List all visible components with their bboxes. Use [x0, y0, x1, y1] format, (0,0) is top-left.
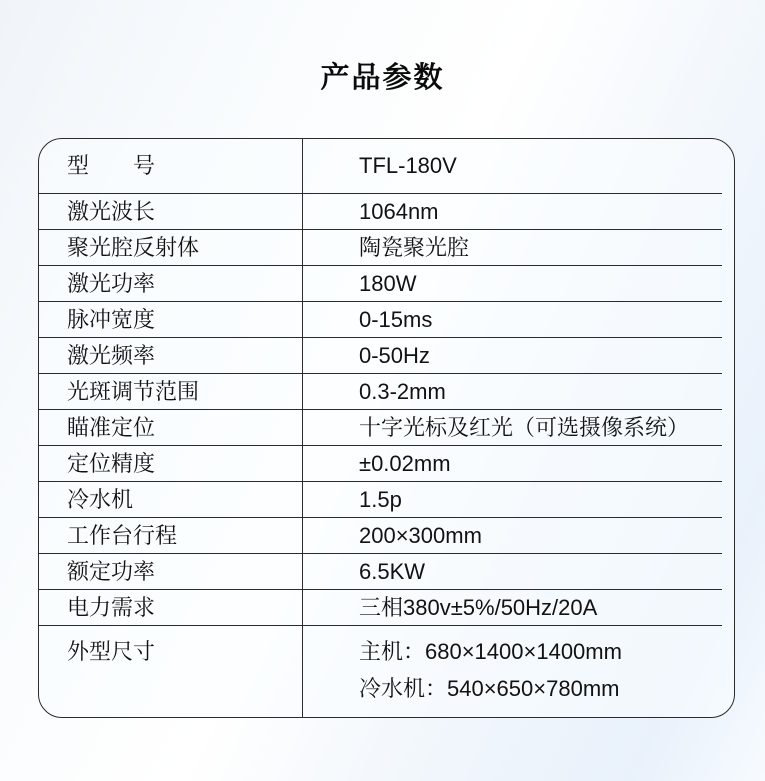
spec-row-chiller — [39, 482, 734, 518]
spec-value: 0-15ms — [359, 306, 433, 332]
spec-label: 聚光腔反射体 — [67, 234, 200, 260]
spec-row-wavelength — [39, 194, 734, 230]
spec-label: 型 号 — [67, 153, 156, 179]
spec-value: 陶瓷聚光腔 — [359, 234, 470, 260]
spec-value: 1.5p — [359, 486, 402, 512]
spec-row-laser-power — [39, 266, 734, 302]
spec-row-pulse-width — [39, 302, 734, 338]
spec-value: 0-50Hz — [359, 342, 430, 368]
spec-value: 三相380v±5%/50Hz/20A — [359, 594, 598, 620]
spec-value — [302, 633, 734, 707]
spec-value: ±0.02mm — [359, 450, 451, 476]
spec-row-aiming — [39, 410, 734, 446]
spec-row-frequency — [39, 338, 734, 374]
column-divider — [302, 139, 303, 717]
spec-label: 工作台行程 — [67, 522, 178, 548]
spec-value-line-chiller: 冷水机：540×650×780mm — [359, 676, 620, 701]
spec-row-model — [39, 139, 734, 194]
spec-row-reflector — [39, 230, 734, 266]
spec-label: 电力需求 — [67, 594, 156, 620]
spec-row-spot-range — [39, 374, 734, 410]
spec-label: 外型尺寸 — [67, 639, 156, 664]
spec-value: 1064nm — [359, 198, 439, 224]
spec-label: 脉冲宽度 — [67, 306, 156, 332]
spec-rows — [39, 139, 734, 717]
spec-label: 激光频率 — [67, 342, 156, 368]
spec-label: 冷水机 — [67, 486, 134, 512]
page-title: 产品参数 — [320, 62, 445, 94]
spec-value: 0.3-2mm — [359, 378, 446, 404]
spec-value: 200×300mm — [359, 522, 482, 548]
spec-value: 6.5KW — [359, 558, 426, 584]
spec-row-dimensions — [39, 626, 734, 717]
spec-label: 激光波长 — [67, 198, 156, 224]
spec-row-rated-power — [39, 554, 734, 590]
spec-label: 定位精度 — [67, 450, 156, 476]
spec-row-worktable-travel — [39, 518, 734, 554]
spec-row-power-requirement — [39, 590, 734, 626]
spec-value-line-host: 主机：680×1400×1400mm — [359, 639, 622, 664]
spec-row-accuracy — [39, 446, 734, 482]
spec-label: 额定功率 — [67, 558, 156, 584]
spec-table — [38, 138, 735, 718]
spec-label: 激光功率 — [67, 270, 156, 296]
spec-value: 十字光标及红光（可选摄像系统） — [359, 414, 690, 440]
spec-label: 光斑调节范围 — [67, 378, 200, 404]
spec-label: 瞄准定位 — [67, 414, 156, 440]
spec-value: TFL-180V — [359, 153, 457, 179]
spec-value: 180W — [359, 270, 417, 296]
